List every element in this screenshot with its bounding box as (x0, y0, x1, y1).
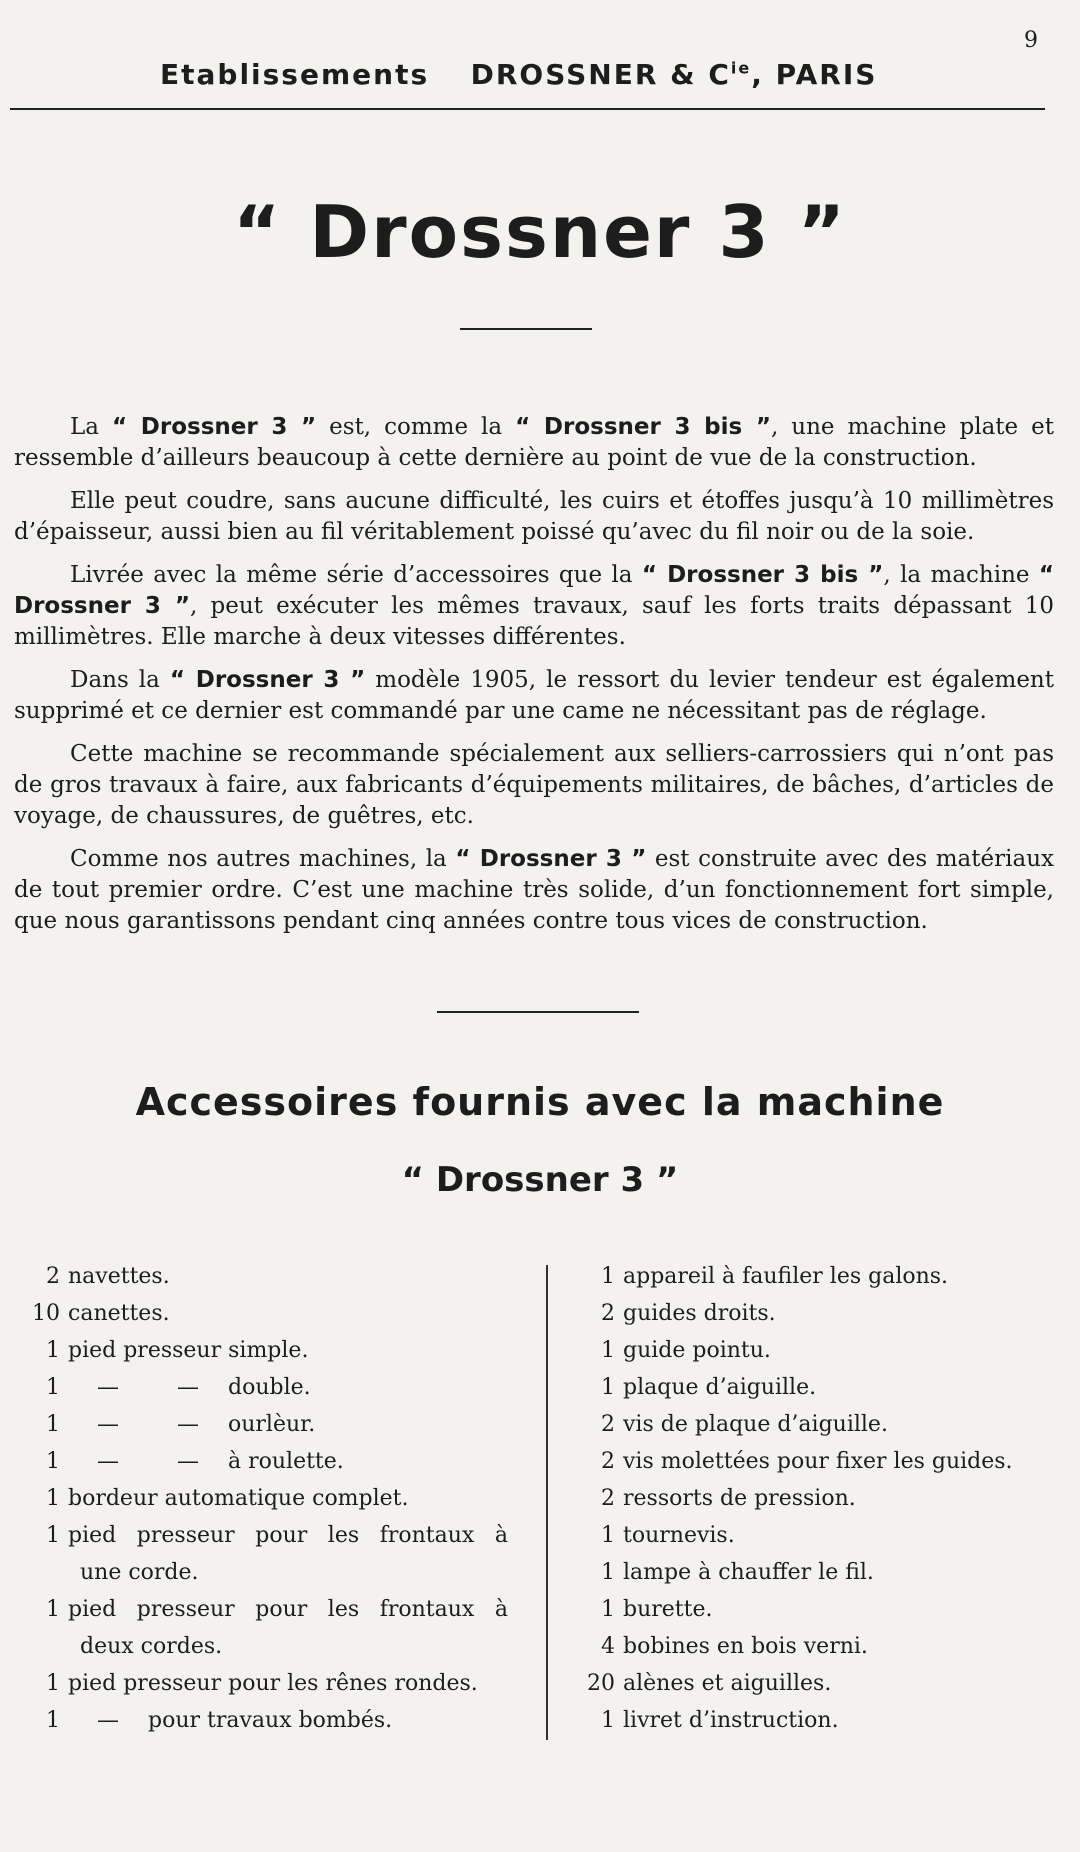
text-run: , peut exécuter les mêmes travaux, sauf les forts traits dépassant 10 millimètres. Elle marche à deux vitesses différentes. (14, 593, 1054, 650)
model-name: “ Drossner 3 bis ” (515, 414, 772, 440)
model-name: “ Drossner 3 bis ” (641, 562, 884, 588)
accessories-subtitle: “ Drossner 3 ” (401, 1160, 679, 1200)
text-run: Cette machine se recommande spécialement aux selliers-carrossiers qui n’ont pas de gros travaux à faire, aux fabricants d’équipements militaires, de bâches, d’articles de voyage, de chaussures, de guêtres, etc. (14, 741, 1054, 829)
item-quantity: 1 (46, 1449, 60, 1474)
text-run: est construite avec des matériaux de tout premier ordre. C’est une machine très solide, d’un fonctionnement fort simple, que nous garantissons pendant cinq années contre tous vices de construction. (14, 846, 1054, 934)
item-text: bordeur automatique complet. (68, 1486, 409, 1511)
list-item (20, 1591, 532, 1628)
intro-text (14, 412, 1054, 949)
item-text: bobines en bois verni. (623, 1634, 868, 1659)
list-item (585, 1517, 1055, 1554)
item-text: alènes et aiguilles. (623, 1671, 832, 1696)
column-rule (546, 1265, 548, 1740)
item-word: presseur (136, 1523, 235, 1548)
item-quantity: 1 (601, 1708, 615, 1733)
intro-paragraph (14, 739, 1054, 832)
page-number: 9 (1024, 28, 1038, 53)
intro-paragraph (14, 486, 1054, 548)
section-rule (437, 1011, 639, 1013)
list-item (585, 1295, 1055, 1332)
list-item (585, 1665, 1055, 1702)
intro-paragraph (14, 412, 1054, 474)
item-word: pour (255, 1597, 308, 1622)
item-text: vis molettées pour fixer les guides. (623, 1449, 1013, 1474)
item-text: ressorts de pression. (623, 1486, 856, 1511)
item-text: livret d’instruction. (623, 1708, 839, 1733)
list-item (585, 1702, 1055, 1739)
item-word: pied (68, 1597, 117, 1622)
list-item (585, 1480, 1055, 1517)
item-quantity: 1 (46, 1412, 60, 1437)
accessories-title: Accessoires fournis avec la machine (135, 1080, 945, 1124)
item-quantity: 1 (601, 1523, 615, 1548)
item-word: les (327, 1523, 360, 1548)
item-quantity: 2 (601, 1486, 615, 1511)
list-item (20, 1517, 532, 1554)
list-item (585, 1258, 1055, 1295)
model-name: “ Drossner 3 ” (169, 667, 366, 693)
list-item (20, 1369, 532, 1406)
model-name: “ Drossner 3 ” (111, 414, 317, 440)
item-text: guides droits. (623, 1301, 776, 1326)
accessories-list-right (585, 1258, 1055, 1739)
header-name: DROSSNER & (470, 58, 697, 91)
text-run: La (70, 414, 112, 440)
item-text: pour travaux bombés. (148, 1708, 393, 1733)
list-item (20, 1702, 532, 1739)
ditto-mark: — (177, 1375, 199, 1400)
accessories-list-left (20, 1258, 532, 1739)
item-quantity: 1 (46, 1338, 60, 1363)
item-text: appareil à faufiler les galons. (623, 1264, 949, 1289)
list-item (585, 1332, 1055, 1369)
text-run: Comme nos autres machines, la (70, 846, 456, 872)
item-text: tournevis. (623, 1523, 735, 1548)
item-text: ourlèur. (228, 1412, 316, 1437)
text-run: modèle 1905, le ressort du levier tendeur est également supprimé et ce dernier est commandé par une came ne nécessitant pas de réglage. (14, 667, 1054, 724)
list-item (585, 1443, 1055, 1480)
intro-paragraph (14, 844, 1054, 937)
list-item (20, 1443, 532, 1480)
item-text: vis de plaque d’aiguille. (623, 1412, 888, 1437)
item-quantity: 2 (601, 1449, 615, 1474)
list-item (20, 1628, 532, 1665)
text-run: Livrée avec la même série d’accessoires que la (70, 562, 642, 588)
header-city: , PARIS (751, 58, 878, 91)
item-continuation: deux cordes. (80, 1634, 223, 1659)
item-text: lampe à chauffer le fil. (623, 1560, 874, 1585)
item-word: frontaux (379, 1523, 475, 1548)
item-quantity: 2 (46, 1264, 60, 1289)
item-text (68, 1517, 508, 1554)
list-item (585, 1628, 1055, 1665)
item-word: à (494, 1597, 508, 1622)
item-continuation: une corde. (80, 1560, 199, 1585)
item-quantity: 1 (46, 1597, 60, 1622)
item-quantity: 1 (46, 1671, 60, 1696)
model-name: “ Drossner 3 ” (14, 562, 1055, 619)
ditto-mark: — (97, 1412, 119, 1437)
item-quantity: 1 (46, 1523, 60, 1548)
list-item (585, 1406, 1055, 1443)
item-quantity: 1 (601, 1264, 615, 1289)
item-quantity: 1 (601, 1597, 615, 1622)
item-text: plaque d’aiguille. (623, 1375, 817, 1400)
item-word: à (494, 1523, 508, 1548)
list-item (20, 1258, 532, 1295)
item-quantity: 2 (601, 1412, 615, 1437)
item-quantity: 20 (587, 1671, 615, 1696)
list-item (585, 1369, 1055, 1406)
item-text: navettes. (68, 1264, 170, 1289)
text-run: Elle peut coudre, sans aucune difficulté, les cuirs et étoffes jusqu’à 10 millimètres d’épaisseur, aussi bien au fil véritablement poissé qu’avec du fil noir ou de la soie. (14, 488, 1054, 545)
intro-paragraph (14, 665, 1054, 727)
item-text: pied presseur simple. (68, 1338, 309, 1363)
ditto-mark: — (97, 1375, 119, 1400)
item-quantity: 4 (601, 1634, 615, 1659)
text-run: , une machine plate et ressemble d’ailleurs beaucoup à cette dernière au point de vue de la construction. (14, 414, 1054, 471)
header-cie: C (708, 58, 731, 91)
item-word: pour (255, 1523, 308, 1548)
item-quantity: 1 (601, 1338, 615, 1363)
item-text: double. (228, 1375, 311, 1400)
page-title: “ Drossner 3 ” (233, 190, 847, 274)
list-item (585, 1554, 1055, 1591)
item-text: pied presseur pour les rênes rondes. (68, 1671, 478, 1696)
list-item (20, 1332, 532, 1369)
text-run: , la machine (883, 562, 1039, 588)
list-item (20, 1295, 532, 1332)
item-quantity: 1 (46, 1708, 60, 1733)
title-rule (460, 328, 592, 330)
list-item (20, 1665, 532, 1702)
header-prefix: Etablissements (160, 58, 430, 91)
ditto-mark: — (177, 1412, 199, 1437)
item-word: frontaux (379, 1597, 475, 1622)
ditto-mark: — (97, 1449, 119, 1474)
item-text: canettes. (68, 1301, 170, 1326)
item-text: burette. (623, 1597, 713, 1622)
ditto-mark: — (97, 1708, 119, 1733)
text-run: Dans la (70, 667, 170, 693)
item-text: guide pointu. (623, 1338, 771, 1363)
list-item (20, 1406, 532, 1443)
item-quantity: 2 (601, 1301, 615, 1326)
intro-paragraph (14, 560, 1054, 653)
item-quantity: 1 (601, 1375, 615, 1400)
header-rule (10, 108, 1045, 110)
item-word: pied (68, 1523, 117, 1548)
item-quantity: 1 (46, 1486, 60, 1511)
list-item (585, 1591, 1055, 1628)
list-item (20, 1554, 532, 1591)
header-cie-sup: ie (730, 58, 752, 78)
item-word: presseur (136, 1597, 235, 1622)
list-item (20, 1480, 532, 1517)
text-run: est, comme la (316, 414, 516, 440)
ditto-mark: — (177, 1449, 199, 1474)
model-name: “ Drossner 3 ” (455, 846, 647, 872)
item-word: les (327, 1597, 360, 1622)
item-text (68, 1591, 508, 1628)
item-quantity: 1 (601, 1560, 615, 1585)
item-quantity: 1 (46, 1375, 60, 1400)
item-quantity: 10 (32, 1301, 60, 1326)
item-text: à roulette. (228, 1449, 344, 1474)
page-header (160, 58, 920, 91)
